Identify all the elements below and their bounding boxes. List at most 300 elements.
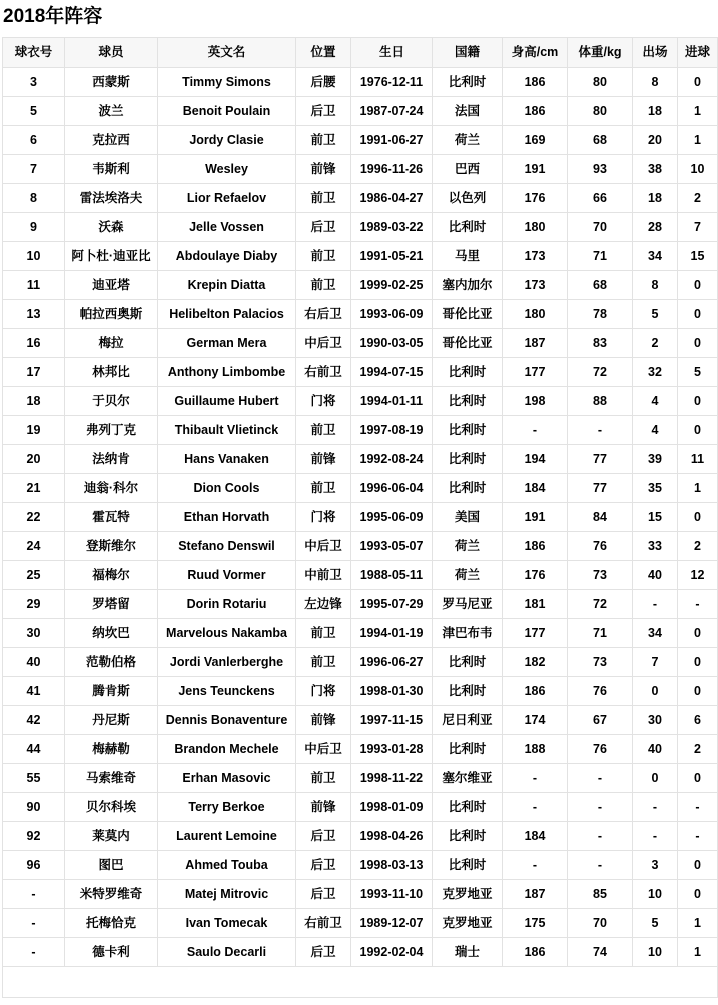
- table-cell: 72: [568, 358, 633, 387]
- table-cell: 78: [568, 300, 633, 329]
- table-cell: 前卫: [296, 474, 351, 503]
- table-cell: 雷法埃洛夫: [65, 184, 158, 213]
- table-cell: -: [3, 938, 65, 967]
- table-cell: 176: [503, 184, 568, 213]
- table-cell: 1: [678, 97, 718, 126]
- table-cell: 88: [568, 387, 633, 416]
- table-cell: 18: [633, 97, 678, 126]
- table-cell: 28: [633, 213, 678, 242]
- table-cell: 荷兰: [433, 532, 503, 561]
- table-cell: 1976-12-11: [351, 68, 433, 97]
- table-row: [3, 619, 718, 648]
- table-cell: Dennis Bonaventure: [158, 706, 296, 735]
- table-cell: 韦斯利: [65, 155, 158, 184]
- table-row: [3, 474, 718, 503]
- table-cell: 1: [678, 474, 718, 503]
- table-cell: Jens Teunckens: [158, 677, 296, 706]
- table-cell: -: [3, 909, 65, 938]
- table-cell: 73: [568, 648, 633, 677]
- table-cell: -: [568, 416, 633, 445]
- table-cell: 0: [678, 764, 718, 793]
- table-row: [3, 213, 718, 242]
- table-row: [3, 155, 718, 184]
- table-cell: 180: [503, 213, 568, 242]
- table-row: [3, 938, 718, 967]
- table-row: [3, 793, 718, 822]
- table-cell: 68: [568, 271, 633, 300]
- table-cell: 后卫: [296, 851, 351, 880]
- column-header: 英文名: [158, 38, 296, 68]
- table-cell: 187: [503, 880, 568, 909]
- table-cell: 前锋: [296, 155, 351, 184]
- table-cell: 0: [678, 619, 718, 648]
- table-cell: 比利时: [433, 358, 503, 387]
- table-cell: 191: [503, 503, 568, 532]
- table-row: [3, 909, 718, 938]
- table-cell: 中后卫: [296, 735, 351, 764]
- table-cell: Wesley: [158, 155, 296, 184]
- table-cell: 18: [3, 387, 65, 416]
- table-cell: 0: [678, 329, 718, 358]
- table-cell: 10: [633, 880, 678, 909]
- table-cell: 梅赫勒: [65, 735, 158, 764]
- table-cell: 迪亚塔: [65, 271, 158, 300]
- table-cell: 5: [3, 97, 65, 126]
- table-cell: Abdoulaye Diaby: [158, 242, 296, 271]
- table-cell: 25: [3, 561, 65, 590]
- table-cell: 96: [3, 851, 65, 880]
- table-cell: 186: [503, 938, 568, 967]
- table-cell: 198: [503, 387, 568, 416]
- table-cell: 1997-11-15: [351, 706, 433, 735]
- table-cell: 42: [3, 706, 65, 735]
- table-cell: 后腰: [296, 68, 351, 97]
- table-cell: 0: [633, 764, 678, 793]
- table-cell: 76: [568, 677, 633, 706]
- table-cell: 1993-05-07: [351, 532, 433, 561]
- table-cell: Jordi Vanlerberghe: [158, 648, 296, 677]
- table-cell: 门将: [296, 677, 351, 706]
- table-cell: Timmy Simons: [158, 68, 296, 97]
- table-cell: 前卫: [296, 184, 351, 213]
- table-cell: 莱莫内: [65, 822, 158, 851]
- table-cell: 前卫: [296, 416, 351, 445]
- table-cell: 10: [633, 938, 678, 967]
- table-cell: 比利时: [433, 822, 503, 851]
- table-cell: 于贝尔: [65, 387, 158, 416]
- table-cell: 右前卫: [296, 358, 351, 387]
- table-cell: 帕拉西奥斯: [65, 300, 158, 329]
- table-row: [3, 242, 718, 271]
- table-cell: 塞尔维亚: [433, 764, 503, 793]
- table-cell: 186: [503, 677, 568, 706]
- table-cell: Ahmed Touba: [158, 851, 296, 880]
- table-cell: 20: [3, 445, 65, 474]
- table-cell: 5: [633, 909, 678, 938]
- table-cell: 71: [568, 619, 633, 648]
- table-cell: 后卫: [296, 213, 351, 242]
- table-cell: Saulo Decarli: [158, 938, 296, 967]
- table-cell: 187: [503, 329, 568, 358]
- table-cell: -: [568, 822, 633, 851]
- table-cell: 38: [633, 155, 678, 184]
- table-cell: 1996-11-26: [351, 155, 433, 184]
- table-cell: 83: [568, 329, 633, 358]
- page: [0, 6, 718, 998]
- table-cell: 1998-04-26: [351, 822, 433, 851]
- table-cell: 1991-06-27: [351, 126, 433, 155]
- table-cell: Brandon Mechele: [158, 735, 296, 764]
- table-cell: German Mera: [158, 329, 296, 358]
- table-cell: 法国: [433, 97, 503, 126]
- table-row: [3, 851, 718, 880]
- table-cell: 15: [678, 242, 718, 271]
- table-cell: 41: [3, 677, 65, 706]
- table-cell: 0: [678, 271, 718, 300]
- table-cell: 34: [633, 619, 678, 648]
- column-header: 国籍: [433, 38, 503, 68]
- table-cell: 前卫: [296, 648, 351, 677]
- table-cell: 1998-03-13: [351, 851, 433, 880]
- column-header: 位置: [296, 38, 351, 68]
- table-cell: 173: [503, 242, 568, 271]
- table-cell: 0: [678, 387, 718, 416]
- table-cell: 7: [3, 155, 65, 184]
- table-cell: 7: [678, 213, 718, 242]
- table-cell: 92: [3, 822, 65, 851]
- table-row: [3, 445, 718, 474]
- table-cell: 9: [3, 213, 65, 242]
- table-cell: 34: [633, 242, 678, 271]
- table-cell: Stefano Denswil: [158, 532, 296, 561]
- table-row: [3, 97, 718, 126]
- table-cell: Ruud Vormer: [158, 561, 296, 590]
- table-cell: 法纳肯: [65, 445, 158, 474]
- table-cell: 纳坎巴: [65, 619, 158, 648]
- table-cell: Ethan Horvath: [158, 503, 296, 532]
- table-cell: 8: [3, 184, 65, 213]
- table-cell: 8: [633, 271, 678, 300]
- table-cell: 8: [633, 68, 678, 97]
- table-cell: 1994-07-15: [351, 358, 433, 387]
- table-cell: 67: [568, 706, 633, 735]
- table-cell: Erhan Masovic: [158, 764, 296, 793]
- table-cell: 33: [633, 532, 678, 561]
- table-cell: 米特罗维奇: [65, 880, 158, 909]
- table-cell: 77: [568, 474, 633, 503]
- table-cell: 66: [568, 184, 633, 213]
- table-cell: Dorin Rotariu: [158, 590, 296, 619]
- table-cell: 2: [678, 735, 718, 764]
- table-cell: -: [503, 764, 568, 793]
- table-cell: 93: [568, 155, 633, 184]
- table-cell: 前锋: [296, 445, 351, 474]
- table-cell: 70: [568, 909, 633, 938]
- table-cell: 2: [633, 329, 678, 358]
- table-cell: 范勒伯格: [65, 648, 158, 677]
- table-cell: 马里: [433, 242, 503, 271]
- table-cell: Ivan Tomecak: [158, 909, 296, 938]
- table-cell: 克罗地亚: [433, 909, 503, 938]
- table-row: [3, 329, 718, 358]
- table-cell: 24: [3, 532, 65, 561]
- table-cell: 比利时: [433, 68, 503, 97]
- table-cell: 后卫: [296, 880, 351, 909]
- table-cell: 1989-12-07: [351, 909, 433, 938]
- table-cell: 瑞士: [433, 938, 503, 967]
- table-cell: 哥伦比亚: [433, 329, 503, 358]
- table-cell: 比利时: [433, 387, 503, 416]
- table-cell: 0: [678, 677, 718, 706]
- table-cell: 左边锋: [296, 590, 351, 619]
- table-cell: 80: [568, 68, 633, 97]
- table-row: [3, 822, 718, 851]
- table-cell: 比利时: [433, 851, 503, 880]
- table-cell: 梅拉: [65, 329, 158, 358]
- table-cell: 169: [503, 126, 568, 155]
- table-cell: 克拉西: [65, 126, 158, 155]
- table-cell: 比利时: [433, 213, 503, 242]
- table-cell: 73: [568, 561, 633, 590]
- table-cell: 184: [503, 474, 568, 503]
- table-cell: 1988-05-11: [351, 561, 433, 590]
- table-cell: 哥伦比亚: [433, 300, 503, 329]
- table-cell: 后卫: [296, 938, 351, 967]
- column-header: 身高/cm: [503, 38, 568, 68]
- table-cell: 11: [678, 445, 718, 474]
- table-cell: 中后卫: [296, 329, 351, 358]
- table-cell: 罗马尼亚: [433, 590, 503, 619]
- table-row: [3, 532, 718, 561]
- table-row: [3, 387, 718, 416]
- table-cell: 右前卫: [296, 909, 351, 938]
- table-cell: 0: [678, 68, 718, 97]
- table-cell: 1991-05-21: [351, 242, 433, 271]
- table-cell: 85: [568, 880, 633, 909]
- column-header: 体重/kg: [568, 38, 633, 68]
- table-cell: 比利时: [433, 445, 503, 474]
- table-cell: 5: [678, 358, 718, 387]
- table-cell: 16: [3, 329, 65, 358]
- table-cell: 15: [633, 503, 678, 532]
- table-cell: 阿卜杜·迪亚比: [65, 242, 158, 271]
- table-cell: Guillaume Hubert: [158, 387, 296, 416]
- table-cell: 1999-02-25: [351, 271, 433, 300]
- table-cell: 90: [3, 793, 65, 822]
- squad-table: [2, 37, 718, 998]
- table-cell: 1993-01-28: [351, 735, 433, 764]
- table-cell: 前锋: [296, 793, 351, 822]
- table-cell: 迪翁·科尔: [65, 474, 158, 503]
- table-cell: 194: [503, 445, 568, 474]
- table-cell: 188: [503, 735, 568, 764]
- table-cell: 前锋: [296, 706, 351, 735]
- table-cell: Krepin Diatta: [158, 271, 296, 300]
- table-cell: 德卡利: [65, 938, 158, 967]
- table-cell: 32: [633, 358, 678, 387]
- table-cell: 40: [633, 561, 678, 590]
- table-cell: 30: [3, 619, 65, 648]
- table-cell: 0: [678, 851, 718, 880]
- column-header: 球衣号: [3, 38, 65, 68]
- table-cell: 55: [3, 764, 65, 793]
- table-cell: 津巴布韦: [433, 619, 503, 648]
- table-cell: 后卫: [296, 822, 351, 851]
- table-cell: 35: [633, 474, 678, 503]
- table-cell: 39: [633, 445, 678, 474]
- table-cell: 186: [503, 97, 568, 126]
- table-cell: 182: [503, 648, 568, 677]
- table-cell: 10: [3, 242, 65, 271]
- table-cell: 前卫: [296, 126, 351, 155]
- table-cell: -: [503, 416, 568, 445]
- table-cell: 84: [568, 503, 633, 532]
- table-cell: 中前卫: [296, 561, 351, 590]
- table-cell: 右后卫: [296, 300, 351, 329]
- table-cell: 克罗地亚: [433, 880, 503, 909]
- table-cell: 4: [633, 416, 678, 445]
- table-cell: Laurent Lemoine: [158, 822, 296, 851]
- table-cell: 181: [503, 590, 568, 619]
- table-cell: 1990-03-05: [351, 329, 433, 358]
- table-cell: -: [678, 590, 718, 619]
- table-row: [3, 271, 718, 300]
- column-header: 出场: [633, 38, 678, 68]
- table-cell: 77: [568, 445, 633, 474]
- table-cell: 1994-01-11: [351, 387, 433, 416]
- table-cell: 12: [678, 561, 718, 590]
- table-cell: 1: [678, 126, 718, 155]
- table-cell: 巴西: [433, 155, 503, 184]
- table-cell: 76: [568, 735, 633, 764]
- table-cell: 图巴: [65, 851, 158, 880]
- table-cell: 荷兰: [433, 561, 503, 590]
- table-cell: -: [568, 764, 633, 793]
- table-cell: 2: [678, 532, 718, 561]
- table-cell: 186: [503, 532, 568, 561]
- table-cell: 前卫: [296, 764, 351, 793]
- table-cell: 1994-01-19: [351, 619, 433, 648]
- table-cell: 1997-08-19: [351, 416, 433, 445]
- table-cell: 1: [678, 938, 718, 967]
- table-row: [3, 126, 718, 155]
- table-cell: 3: [633, 851, 678, 880]
- table-cell: 1992-08-24: [351, 445, 433, 474]
- table-cell: 74: [568, 938, 633, 967]
- table-cell: 13: [3, 300, 65, 329]
- table-cell: 尼日利亚: [433, 706, 503, 735]
- table-cell: 林邦比: [65, 358, 158, 387]
- table-cell: 2: [678, 184, 718, 213]
- table-cell: 40: [633, 735, 678, 764]
- table-row: [3, 416, 718, 445]
- table-cell: 腾肯斯: [65, 677, 158, 706]
- table-cell: Jelle Vossen: [158, 213, 296, 242]
- table-cell: 丹尼斯: [65, 706, 158, 735]
- table-cell: 72: [568, 590, 633, 619]
- table-cell: 0: [678, 416, 718, 445]
- table-cell: 以色列: [433, 184, 503, 213]
- table-cell: 184: [503, 822, 568, 851]
- table-cell: Helibelton Palacios: [158, 300, 296, 329]
- column-header: 生日: [351, 38, 433, 68]
- table-cell: 1993-06-09: [351, 300, 433, 329]
- table-cell: 1993-11-10: [351, 880, 433, 909]
- table-cell: 17: [3, 358, 65, 387]
- table-cell: 塞内加尔: [433, 271, 503, 300]
- table-row: [3, 764, 718, 793]
- table-cell: 0: [633, 677, 678, 706]
- table-cell: 5: [633, 300, 678, 329]
- table-cell: 1992-02-04: [351, 938, 433, 967]
- table-row: [3, 184, 718, 213]
- table-cell: 180: [503, 300, 568, 329]
- table-row: [3, 677, 718, 706]
- table-cell: 罗塔留: [65, 590, 158, 619]
- table-cell: 1996-06-04: [351, 474, 433, 503]
- table-cell: -: [678, 793, 718, 822]
- table-cell: -: [633, 822, 678, 851]
- table-cell: 173: [503, 271, 568, 300]
- table-cell: 比利时: [433, 648, 503, 677]
- table-cell: Terry Berkoe: [158, 793, 296, 822]
- table-cell: 10: [678, 155, 718, 184]
- table-cell: 1989-03-22: [351, 213, 433, 242]
- table-cell: 后卫: [296, 97, 351, 126]
- table-cell: 175: [503, 909, 568, 938]
- table-cell: 0: [678, 880, 718, 909]
- table-cell: -: [678, 822, 718, 851]
- table-cell: 11: [3, 271, 65, 300]
- table-cell: 22: [3, 503, 65, 532]
- table-cell: 68: [568, 126, 633, 155]
- table-cell: -: [568, 851, 633, 880]
- table-cell: 比利时: [433, 677, 503, 706]
- empty-cell: [3, 967, 718, 998]
- table-cell: 6: [3, 126, 65, 155]
- table-cell: Lior Refaelov: [158, 184, 296, 213]
- table-row: [3, 735, 718, 764]
- table-row: [3, 706, 718, 735]
- table-cell: Benoit Poulain: [158, 97, 296, 126]
- table-row: [3, 590, 718, 619]
- table-cell: 1987-07-24: [351, 97, 433, 126]
- table-cell: 20: [633, 126, 678, 155]
- table-cell: Jordy Clasie: [158, 126, 296, 155]
- table-row: [3, 68, 718, 97]
- table-cell: -: [633, 793, 678, 822]
- table-cell: 174: [503, 706, 568, 735]
- table-row: [3, 648, 718, 677]
- empty-row: [3, 967, 718, 998]
- table-cell: 前卫: [296, 242, 351, 271]
- table-cell: 21: [3, 474, 65, 503]
- table-cell: 贝尔科埃: [65, 793, 158, 822]
- table-cell: 1995-06-09: [351, 503, 433, 532]
- table-cell: -: [3, 880, 65, 909]
- table-cell: Thibault Vlietinck: [158, 416, 296, 445]
- table-cell: 中后卫: [296, 532, 351, 561]
- table-cell: 176: [503, 561, 568, 590]
- table-cell: 186: [503, 68, 568, 97]
- table-cell: -: [568, 793, 633, 822]
- table-cell: 191: [503, 155, 568, 184]
- table-cell: 1996-06-27: [351, 648, 433, 677]
- table-cell: 71: [568, 242, 633, 271]
- table-cell: -: [633, 590, 678, 619]
- table-cell: 1998-11-22: [351, 764, 433, 793]
- table-cell: 门将: [296, 387, 351, 416]
